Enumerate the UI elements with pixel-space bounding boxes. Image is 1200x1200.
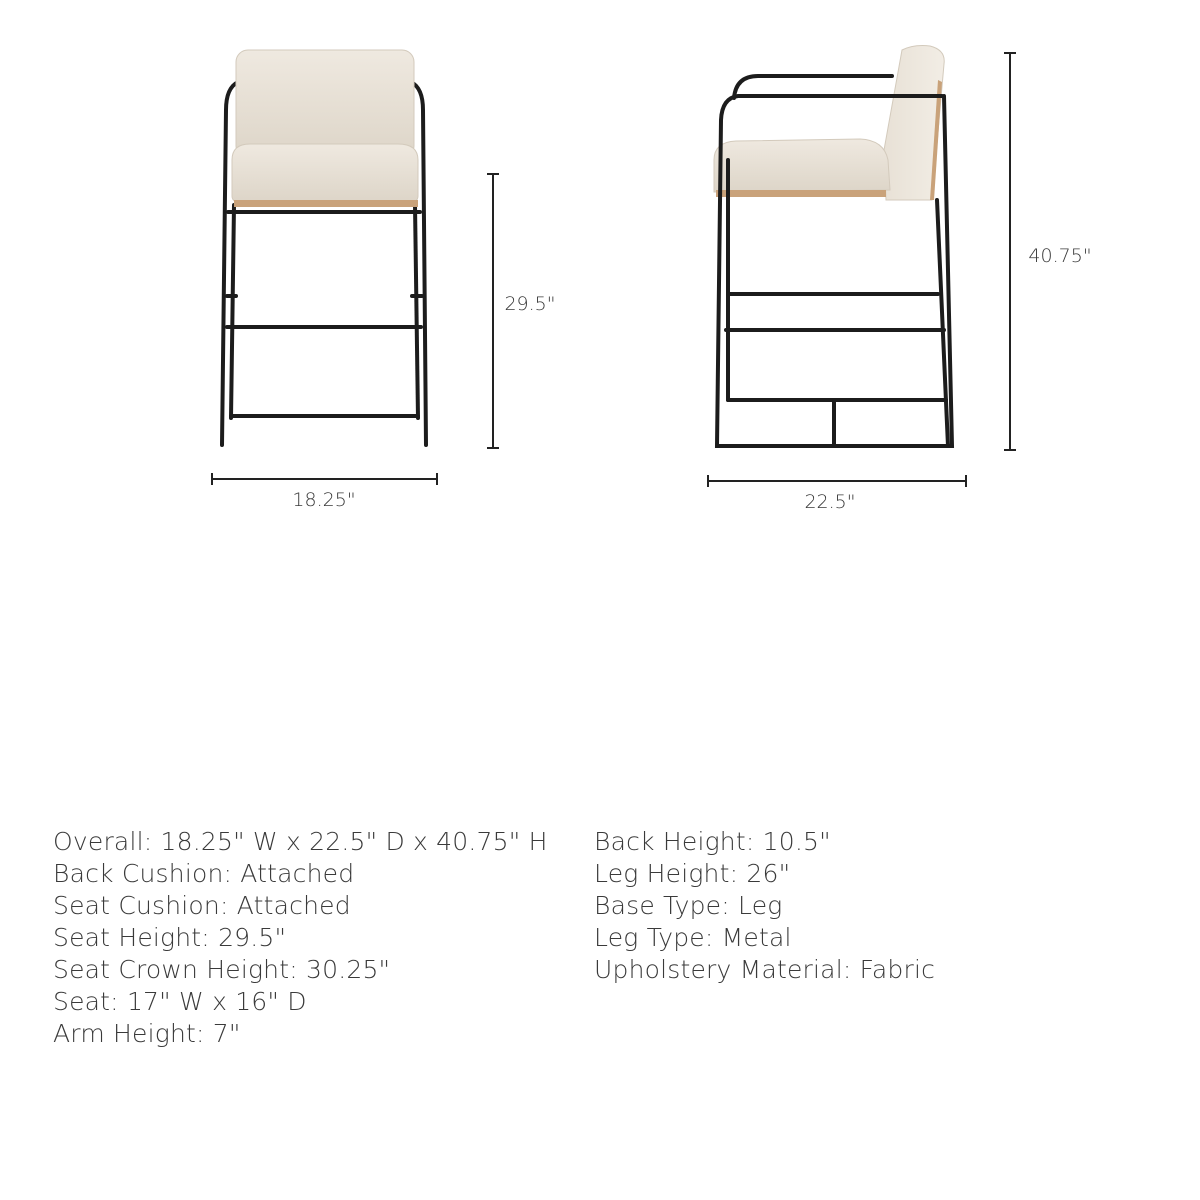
spec-seat-crown-height: Seat Crown Height: 30.25"	[53, 955, 391, 984]
spec-list-right	[594, 826, 935, 986]
spec-base-type: Base Type: Leg	[594, 891, 783, 920]
side-view-chair	[714, 46, 952, 447]
front-height-label: 29.5"	[504, 293, 556, 315]
spec-leg-height: Leg Height: 26"	[594, 859, 791, 888]
spec-back-cushion: Back Cushion: Attached	[53, 859, 355, 888]
spec-seat-height: Seat Height: 29.5"	[53, 923, 287, 952]
front-width-label: 18.25"	[292, 489, 356, 511]
side-depth-label: 22.5"	[804, 491, 856, 513]
side-seat-base	[716, 190, 886, 197]
side-height-label: 40.75"	[1028, 245, 1092, 267]
spec-overall: Overall: 18.25" W x 22.5" D x 40.75" H	[53, 827, 548, 856]
spec-arm-height: Arm Height: 7"	[53, 1019, 241, 1048]
front-view-chair	[222, 50, 426, 445]
spec-seat-size: Seat: 17" W x 16" D	[53, 987, 307, 1016]
spec-leg-type: Leg Type: Metal	[594, 923, 792, 952]
front-back-cushion	[236, 50, 414, 158]
spec-back-height: Back Height: 10.5"	[594, 827, 831, 856]
front-seat-base	[234, 200, 418, 207]
spec-upholstery: Upholstery Material: Fabric	[594, 955, 936, 984]
side-seat-cushion	[714, 139, 890, 192]
spec-seat-cushion: Seat Cushion: Attached	[53, 891, 351, 920]
front-seat-cushion	[232, 144, 418, 202]
spec-list-left	[53, 826, 548, 1050]
